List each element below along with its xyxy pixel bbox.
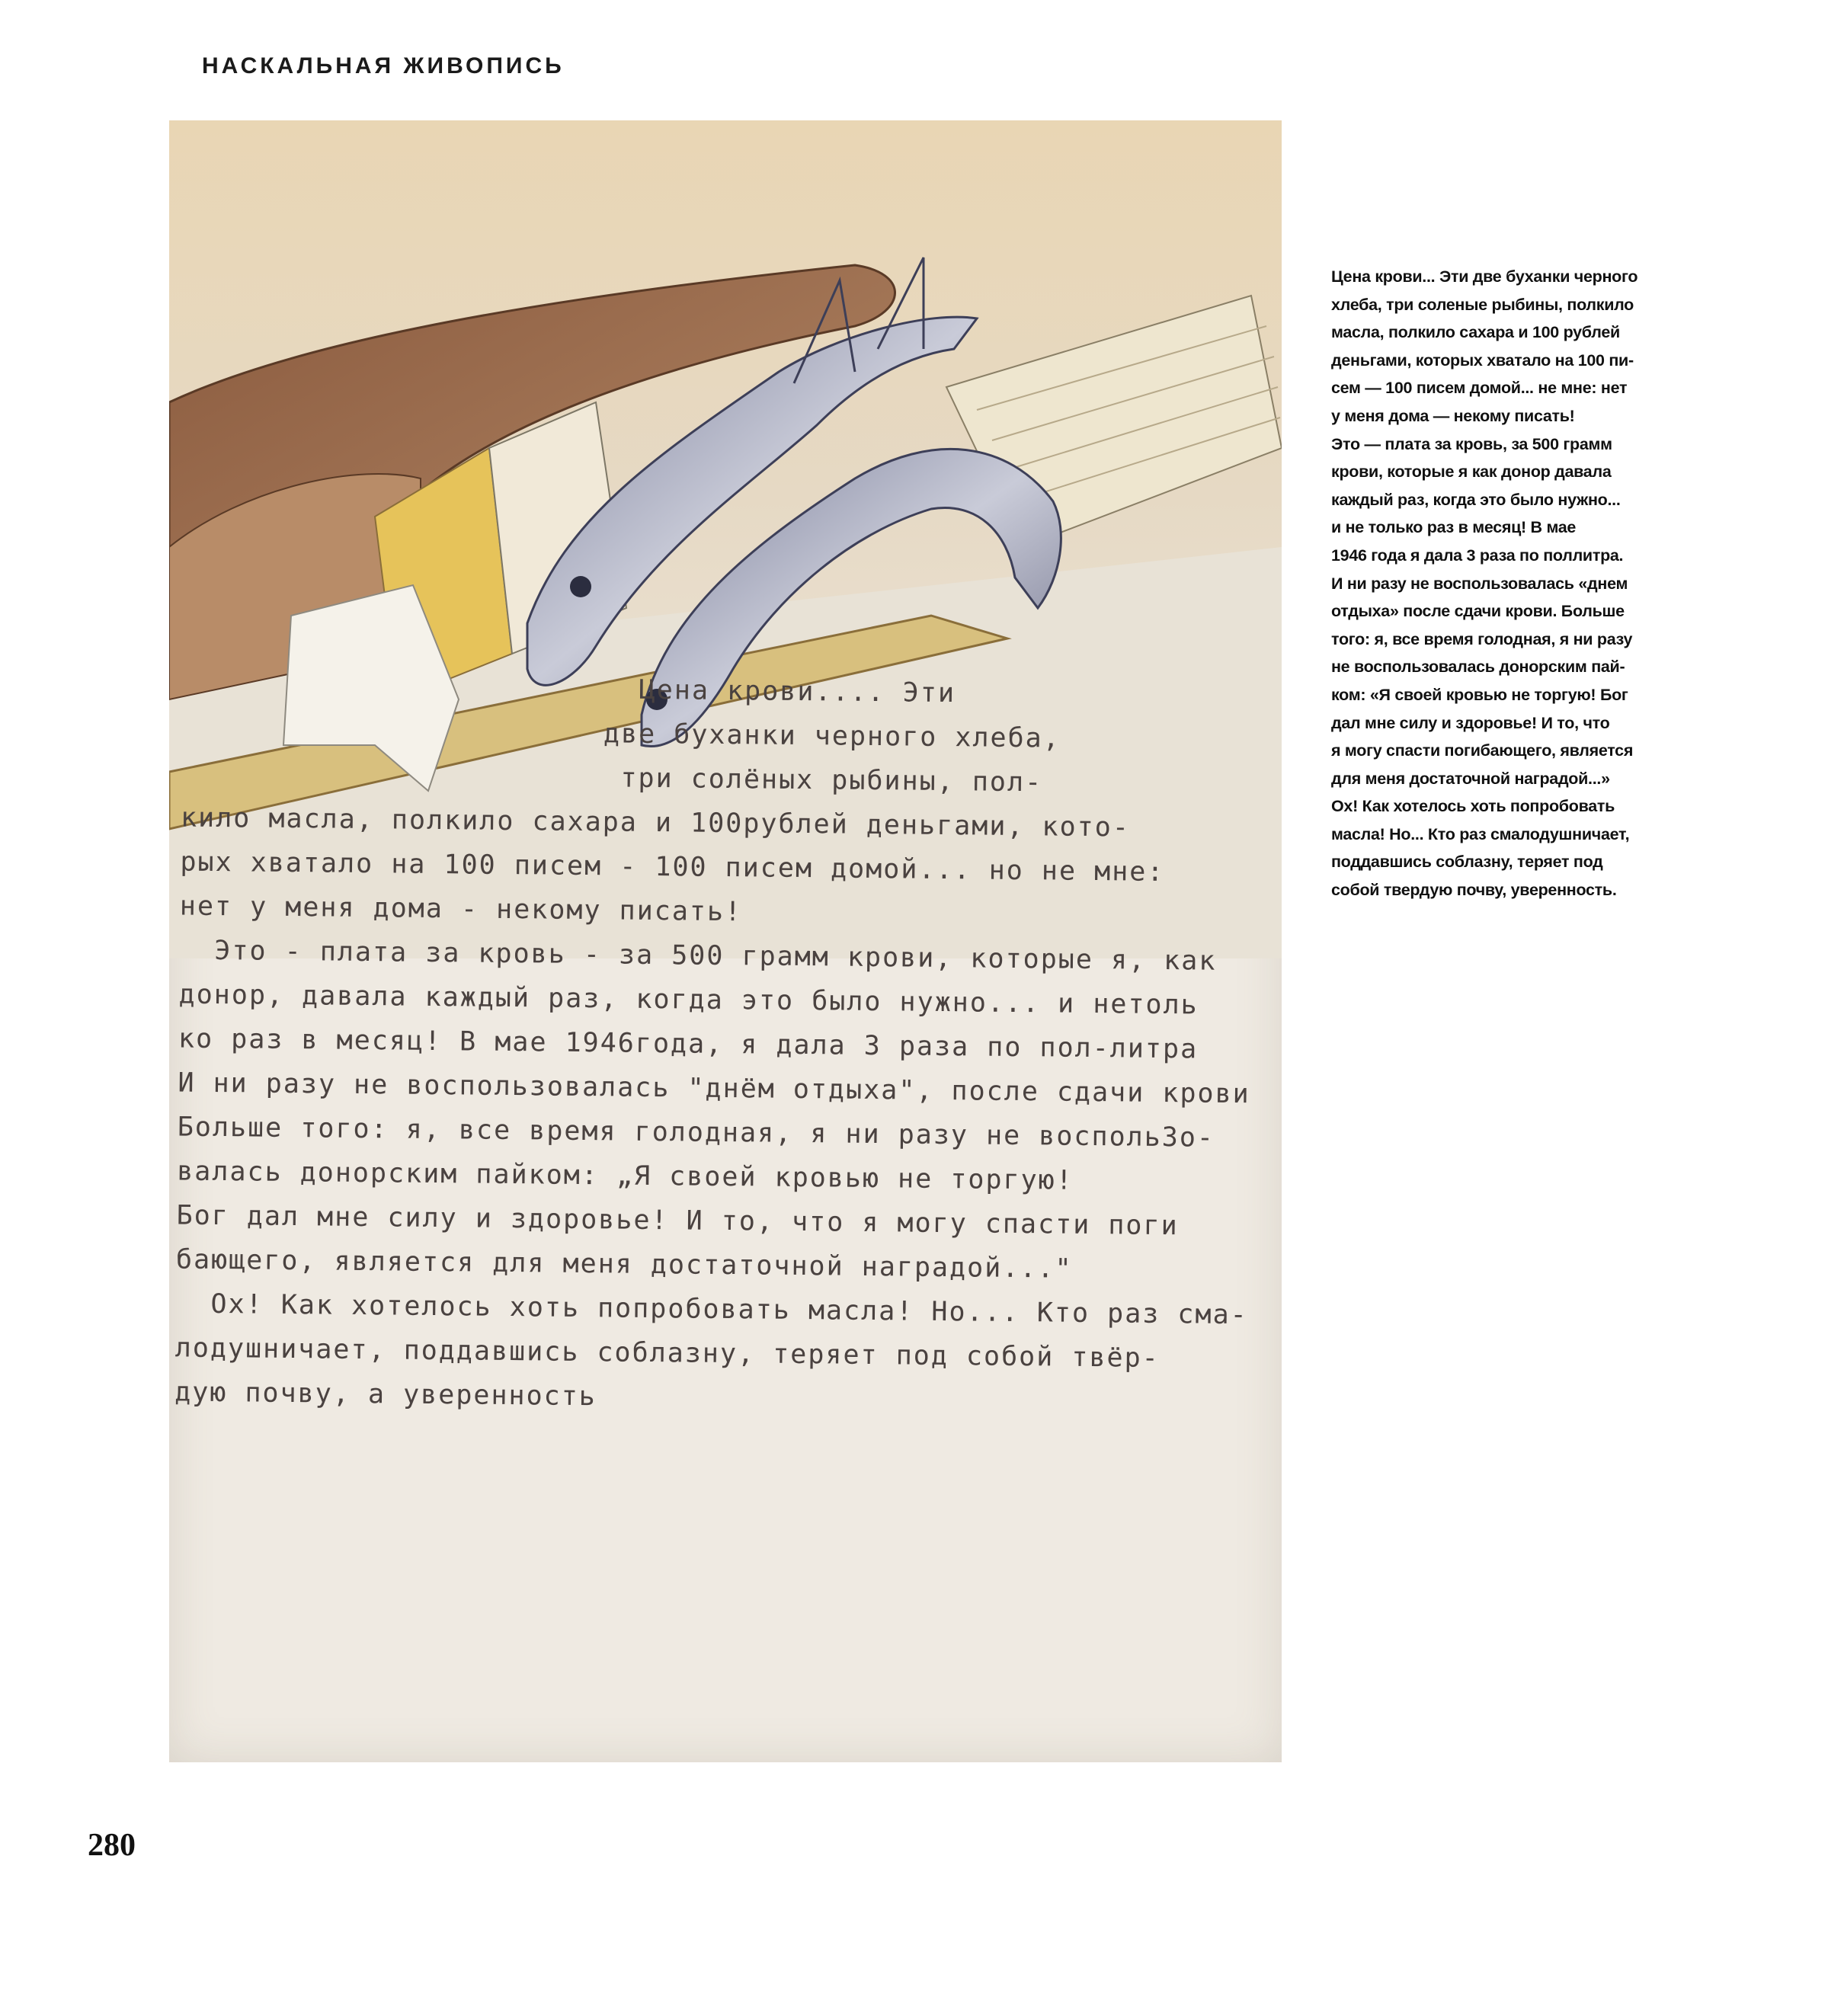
handwritten-line: кило масла, полкило сахара и 100рублей деньгами, кото- <box>180 802 1131 843</box>
handwritten-line: Ох! Как хотелось хоть попробовать масла! Но... Кто раз сма- <box>175 1288 1248 1331</box>
handwritten-line: донор, давала каждый раз, когда это было нужно... и нетоль <box>178 979 1199 1021</box>
caption-line: каждый раз, когда это было нужно... <box>1331 490 1621 509</box>
caption-line: и не только раз в месяц! В мае <box>1331 518 1577 537</box>
running-head: НАСКАЛЬНАЯ ЖИВОПИСЬ <box>202 53 565 78</box>
caption-line: Цена крови... Эти две буханки черного <box>1331 267 1638 286</box>
caption-line: собой твердую почву, уверенность. <box>1331 881 1617 900</box>
caption-line: деньгами, которых хватало на 100 пи- <box>1331 350 1634 370</box>
caption-line: хлеба, три соленые рыбины, полкило <box>1331 295 1634 314</box>
caption-line: у меня дома — некому писать! <box>1331 406 1575 425</box>
caption-line: отдыха» после сдачи крови. Больше <box>1331 602 1625 621</box>
caption-line: не воспользовалась донорским пай- <box>1331 658 1625 677</box>
handwritten-line: Это - плата за кровь - за 500 грамм крови, которые я, как <box>179 935 1217 977</box>
handwritten-line: дую почву, а уверенность <box>174 1377 597 1413</box>
handwritten-line: Цена крови.... Эти <box>181 670 956 709</box>
caption-line: для меня достаточной наградой...» <box>1331 769 1610 788</box>
handwritten-line: валась донорским пайком: „Я своей кровью не торгую! <box>177 1156 1074 1196</box>
handwritten-line: три солёных рыбины, пол- <box>181 758 1043 798</box>
illustration-drawing <box>169 120 1282 1762</box>
handwritten-line: нет у меня дома - некому писать! <box>179 891 743 928</box>
caption-line: масла, полкило сахара и 100 рублей <box>1331 323 1620 342</box>
caption-line: сем — 100 писем домой... не мне: нет <box>1331 379 1628 398</box>
handwritten-line: рых хватало на 100 писем - 100 писем домой... но не мне: <box>180 846 1165 888</box>
caption-line: крови, которые я как донор давала <box>1331 462 1612 482</box>
caption-line: Это — плата за кровь, за 500 грамм <box>1331 434 1612 453</box>
handwritten-letter <box>174 663 1279 1426</box>
caption-line: Ох! Как хотелось хоть попробовать <box>1331 797 1615 816</box>
handwritten-line: Бог дал мне силу и здоровье! И то, что я могу спасти поги <box>176 1200 1179 1242</box>
caption-line: ком: «Я своей кровью не торгую! Бог <box>1331 685 1628 704</box>
handwritten-line: две буханки черного хлеба, <box>181 714 1061 754</box>
caption-text <box>1331 263 1706 904</box>
handwritten-line: ко раз в месяц! В мае 1946года, я дала 3 раза по пол-литра <box>178 1023 1199 1065</box>
page-number: 280 <box>88 1828 136 1863</box>
handwritten-line: лодушничает, поддавшись соблазну, теряет под собой твёр- <box>174 1333 1160 1374</box>
handwritten-line: бающего, является для меня достаточной наградой..." <box>175 1244 1073 1285</box>
caption-line: И ни разу не воспользовалась «днем <box>1331 574 1628 593</box>
caption-line: я могу спасти погибающего, является <box>1331 741 1634 760</box>
caption-line: масла! Но... Кто раз смалодушничает, <box>1331 824 1630 843</box>
handwritten-line: И ни разу не воспользовалась "днём отдыха", после сдачи крови <box>178 1067 1250 1110</box>
caption-line: дал мне силу и здоровье! И то, что <box>1331 713 1610 732</box>
caption-line: того: я, все время голодная, я ни разу <box>1331 629 1633 648</box>
caption-line: поддавшись соблазну, теряет под <box>1331 853 1603 872</box>
caption-line: 1946 года я дала 3 раза по поллитра. <box>1331 546 1624 565</box>
handwritten-line: Больше того: я, все время голодная, я ни разу не воспольЗо- <box>177 1112 1215 1154</box>
